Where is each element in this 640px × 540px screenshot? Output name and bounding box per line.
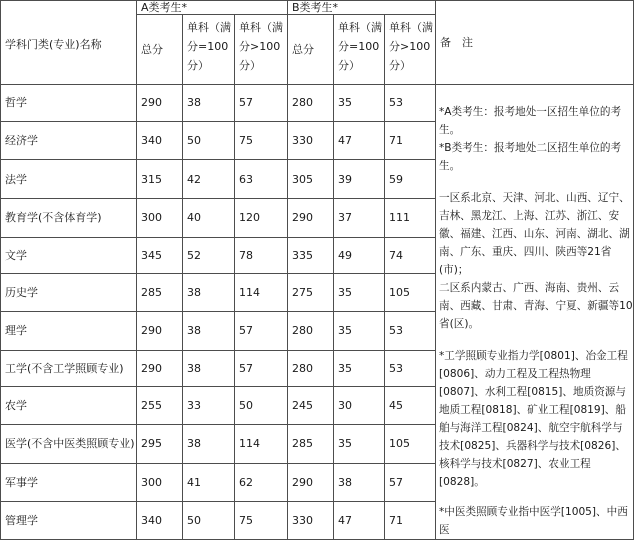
subject-cell: 医学(不含中医类照顾专业) [1, 424, 137, 463]
b-single100-cell: 35 [334, 350, 385, 387]
note-a-definition: *A类考生：报考地处一区招生单位的考生。 [439, 106, 622, 136]
b-single100-cell: 35 [334, 274, 385, 312]
a-single100-cell: 41 [183, 463, 235, 502]
a-singleover100-cell: 78 [235, 237, 288, 274]
b-single100-cell: 47 [334, 502, 385, 540]
a-total-cell: 285 [137, 274, 183, 312]
note-engineering-care: *工学照顾专业指力学[0801]、冶金工程[0806]、动力工程及工程热物理[0807]、水利工程[0815]、地质资源与地质工程[0818]、矿业工程[0819]、船舶与海洋工程[0824]、航空宇航科学与技术[0825]、兵器科学与技术[0826]、核科学与技术[0827]、农业工程[0828]。 [439, 350, 628, 488]
a-single100-cell: 42 [183, 160, 235, 199]
a-total-cell: 290 [137, 350, 183, 387]
note-zone-one: 一区系北京、天津、河北、山西、辽宁、吉林、黑龙江、上海、江苏、浙江、安徽、福建、江西、山东、河南、湖北、湖南、广东、重庆、四川、陕西等21省(市)； [439, 192, 630, 276]
a-single100-cell: 50 [183, 502, 235, 540]
a-singleover100-cell: 50 [235, 387, 288, 425]
a-singleover100-cell: 57 [235, 350, 288, 387]
subject-cell: 理学 [1, 311, 137, 350]
group-a-header: A类考生* [137, 1, 288, 15]
b-total-cell: 335 [288, 237, 334, 274]
a-single100-cell: 33 [183, 387, 235, 425]
a-single100-cell: 38 [183, 274, 235, 312]
note-zone-two: 二区系内蒙古、广西、海南、贵州、云南、西藏、甘肃、青海、宁夏、新疆等10省(区)。 [439, 282, 633, 330]
a-singleover100-cell: 75 [235, 121, 288, 160]
subject-cell: 工学(不含工学照顾专业) [1, 350, 137, 387]
a-total-header: 总分 [137, 15, 183, 85]
b-total-cell: 330 [288, 502, 334, 540]
b-single100-cell: 37 [334, 198, 385, 237]
b-singleover100-cell: 111 [385, 198, 436, 237]
b-singleover100-cell: 57 [385, 463, 436, 502]
remarks-header: 备 注 [436, 1, 634, 85]
b-singleover100-cell: 53 [385, 311, 436, 350]
a-single100-cell: 38 [183, 85, 235, 122]
a-total-cell: 255 [137, 387, 183, 425]
b-total-cell: 280 [288, 350, 334, 387]
b-single100-cell: 35 [334, 424, 385, 463]
a-total-cell: 295 [137, 424, 183, 463]
b-singleover100-cell: 45 [385, 387, 436, 425]
subject-cell: 经济学 [1, 121, 137, 160]
a-singleover100-header: 单科（满分>100分） [235, 15, 288, 85]
a-single100-cell: 52 [183, 237, 235, 274]
a-singleover100-cell: 63 [235, 160, 288, 199]
b-singleover100-header: 单科（满分>100分） [385, 15, 436, 85]
a-singleover100-cell: 62 [235, 463, 288, 502]
a-singleover100-cell: 120 [235, 198, 288, 237]
b-single100-cell: 30 [334, 387, 385, 425]
subject-cell: 法学 [1, 160, 137, 199]
a-singleover100-cell: 57 [235, 85, 288, 122]
a-total-cell: 290 [137, 85, 183, 122]
a-singleover100-cell: 114 [235, 424, 288, 463]
b-total-cell: 275 [288, 274, 334, 312]
subject-cell: 军事学 [1, 463, 137, 502]
b-singleover100-cell: 74 [385, 237, 436, 274]
a-total-cell: 315 [137, 160, 183, 199]
note-medicine-care: *中医类照顾专业指中医学[1005]、中西医 [439, 506, 628, 536]
a-single100-cell: 38 [183, 311, 235, 350]
subject-header: 学科门类(专业)名称 [1, 1, 137, 85]
subject-cell: 教育学(不含体育学) [1, 198, 137, 237]
a-single100-cell: 38 [183, 350, 235, 387]
b-single100-cell: 35 [334, 311, 385, 350]
b-singleover100-cell: 71 [385, 121, 436, 160]
b-singleover100-cell: 59 [385, 160, 436, 199]
a-single100-cell: 38 [183, 424, 235, 463]
b-total-cell: 280 [288, 311, 334, 350]
subject-cell: 文学 [1, 237, 137, 274]
a-total-cell: 340 [137, 121, 183, 160]
a-total-cell: 340 [137, 502, 183, 540]
a-total-cell: 300 [137, 463, 183, 502]
b-singleover100-cell: 71 [385, 502, 436, 540]
b-singleover100-cell: 105 [385, 274, 436, 312]
subject-cell: 农学 [1, 387, 137, 425]
b-total-cell: 245 [288, 387, 334, 425]
b-single100-cell: 38 [334, 463, 385, 502]
a-total-cell: 300 [137, 198, 183, 237]
b-total-cell: 280 [288, 85, 334, 122]
b-single100-cell: 35 [334, 85, 385, 122]
a-single100-header: 单科（满分=100分） [183, 15, 235, 85]
b-single100-header: 单科（满分=100分） [334, 15, 385, 85]
b-singleover100-cell: 53 [385, 350, 436, 387]
a-singleover100-cell: 75 [235, 502, 288, 540]
b-single100-cell: 39 [334, 160, 385, 199]
subject-cell: 管理学 [1, 502, 137, 540]
b-singleover100-cell: 105 [385, 424, 436, 463]
a-total-cell: 345 [137, 237, 183, 274]
subject-cell: 历史学 [1, 274, 137, 312]
b-total-cell: 330 [288, 121, 334, 160]
subject-cell: 哲学 [1, 85, 137, 122]
group-b-header: B类考生* [288, 1, 436, 15]
note-b-definition: *B类考生：报考地处二区招生单位的考生。 [439, 142, 622, 172]
a-singleover100-cell: 114 [235, 274, 288, 312]
remarks-notes [436, 85, 634, 540]
table-row [1, 85, 634, 122]
a-singleover100-cell: 57 [235, 311, 288, 350]
a-single100-cell: 50 [183, 121, 235, 160]
b-singleover100-cell: 53 [385, 85, 436, 122]
b-total-cell: 290 [288, 463, 334, 502]
b-total-cell: 285 [288, 424, 334, 463]
a-single100-cell: 40 [183, 198, 235, 237]
b-total-cell: 305 [288, 160, 334, 199]
b-single100-cell: 49 [334, 237, 385, 274]
b-single100-cell: 47 [334, 121, 385, 160]
a-total-cell: 290 [137, 311, 183, 350]
b-total-cell: 290 [288, 198, 334, 237]
b-total-header: 总分 [288, 15, 334, 85]
